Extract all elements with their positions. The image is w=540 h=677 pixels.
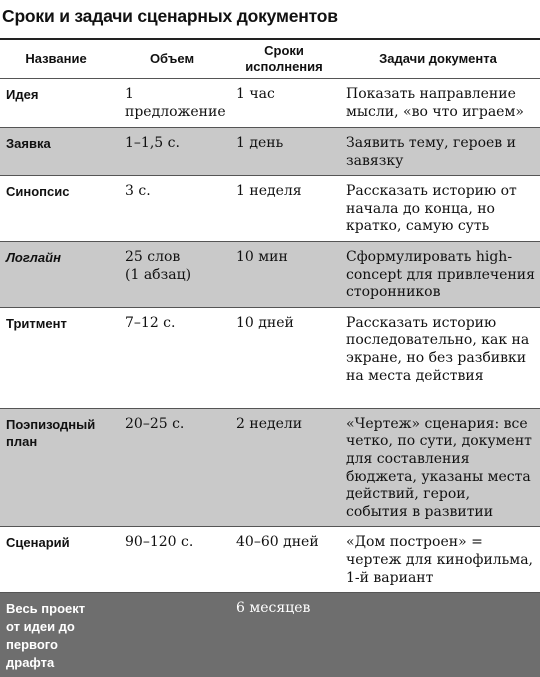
row-name: Логлайн — [0, 241, 112, 307]
row-task: «Дом построен» = чертеж для кинофильма, 1-й вариант — [336, 527, 540, 593]
total-row — [0, 593, 540, 677]
total-name — [0, 593, 112, 677]
table-row — [0, 79, 540, 128]
total-volume — [112, 593, 232, 677]
row-volume — [112, 241, 232, 307]
total-deadline: 6 месяцев — [232, 593, 336, 677]
row-volume: 1 предложение — [112, 79, 232, 128]
documents-table — [0, 40, 540, 677]
row-deadline: 1 час — [232, 79, 336, 128]
row-task: Сформулировать high-concept для привлечения сторонников — [336, 241, 540, 307]
row-name-text: Поэпизодный план — [6, 416, 96, 450]
header-deadline — [232, 40, 336, 79]
total-name-text: Весь проект от идеи до первого драфта — [6, 601, 86, 671]
table-row — [0, 128, 540, 176]
table-row — [0, 408, 540, 527]
row-volume: 20–25 с. — [112, 408, 232, 527]
table-row — [0, 176, 540, 242]
header-volume: Объем — [112, 40, 232, 79]
table-row — [0, 527, 540, 593]
row-deadline: 10 мин — [232, 241, 336, 307]
row-name: Тритмент — [0, 307, 112, 408]
row-task: Рассказать историю от начала до конца, но кратко, самую суть — [336, 176, 540, 242]
header-row — [0, 40, 540, 79]
row-deadline: 2 недели — [232, 408, 336, 527]
row-name: Идея — [0, 79, 112, 128]
header-deadline-text: Сроки исполнения — [245, 43, 323, 74]
row-task: Рассказать историю последовательно, как на экране, но без разбивки на места действия — [336, 307, 540, 408]
header-task: Задачи документа — [336, 40, 540, 79]
row-deadline: 40–60 дней — [232, 527, 336, 593]
row-deadline: 10 дней — [232, 307, 336, 408]
table-title: Сроки и задачи сценарных документов — [2, 6, 338, 26]
row-deadline: 1 день — [232, 128, 336, 176]
row-task: Показать направление мысли, «во что играем» — [336, 79, 540, 128]
row-volume: 7–12 с. — [112, 307, 232, 408]
header-name: Название — [0, 40, 112, 79]
row-volume: 1–1,5 с. — [112, 128, 232, 176]
row-deadline: 1 неделя — [232, 176, 336, 242]
table-row — [0, 241, 540, 307]
row-volume: 90–120 с. — [112, 527, 232, 593]
total-task — [336, 593, 540, 677]
row-volume-text: 25 слов (1 абзац) — [125, 248, 192, 283]
row-volume: 3 с. — [112, 176, 232, 242]
row-name: Сценарий — [0, 527, 112, 593]
row-task: «Чертеж» сценария: все четко, по сути, документ для составления бюджета, указаны места действий, герои, события в развитии — [336, 408, 540, 527]
row-name — [0, 408, 112, 527]
row-task: Заявить тему, героев и завязку — [336, 128, 540, 176]
row-name: Синопсис — [0, 176, 112, 242]
row-name: Заявка — [0, 128, 112, 176]
table-row — [0, 307, 540, 408]
